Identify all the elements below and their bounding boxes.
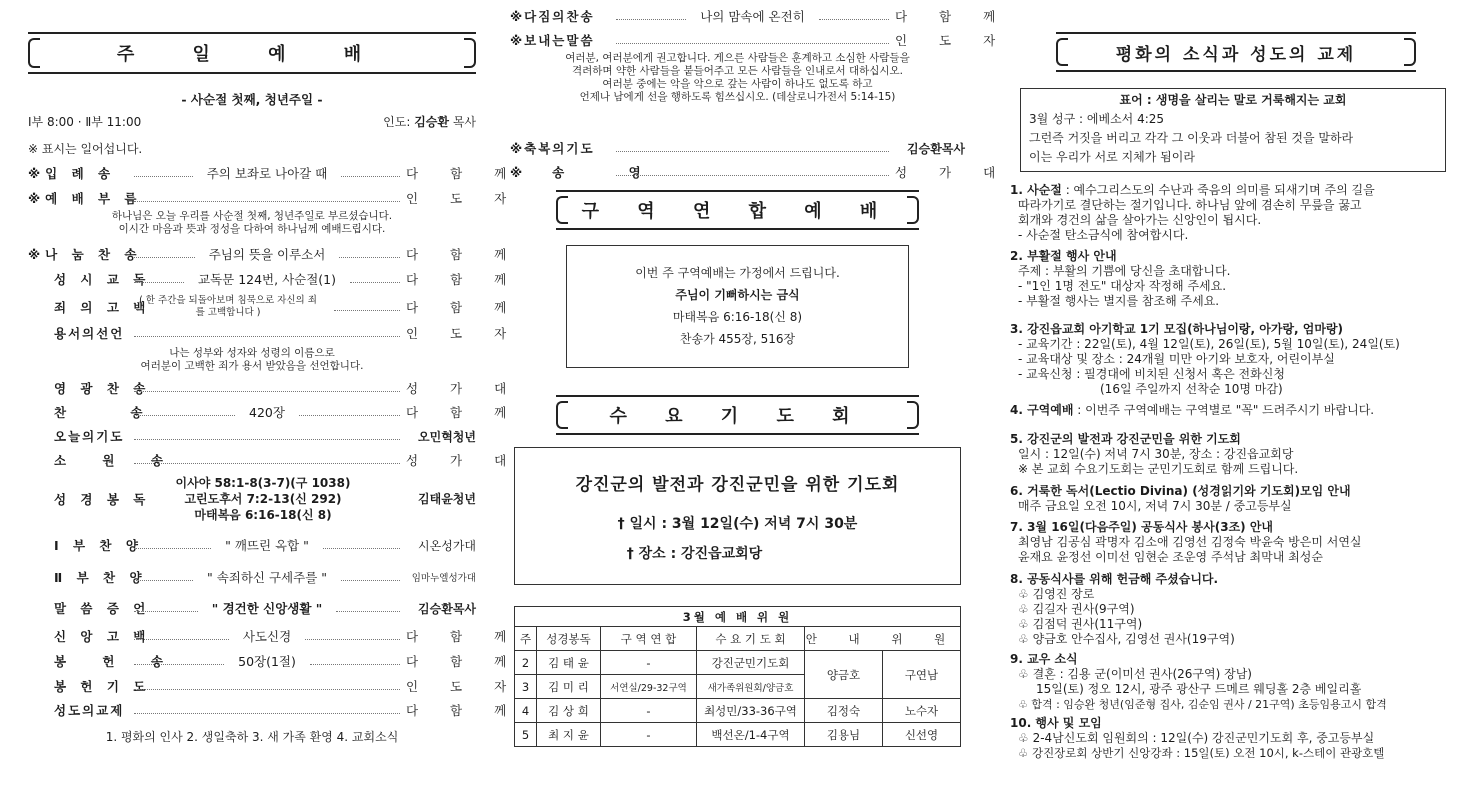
news-line: ♧ 결혼 : 김용 군(이미선 권사(26구역) 장남) — [1018, 667, 1252, 681]
news-line: ♧ 김점덕 권사(11구역) — [1018, 617, 1143, 631]
item-person: 다 함 께 — [406, 247, 521, 262]
item-label: ※보내는말씀 — [510, 33, 595, 48]
item-content: 50장(1절) — [238, 654, 296, 669]
news-line: - 사순절 탄소금식에 참여합시다. — [1018, 228, 1189, 242]
order-item — [28, 426, 476, 446]
dot-leader — [334, 310, 400, 311]
dot-leader — [616, 43, 889, 44]
item-label: ※다짐의찬송 — [510, 9, 595, 24]
item-person: 임마누엘성가대 — [411, 573, 476, 584]
usher-cell: 양금호 — [805, 651, 883, 699]
usher-cell: 김정숙 — [805, 699, 883, 723]
item-person: 다 함 께 — [406, 703, 521, 718]
dot-leader — [134, 282, 184, 283]
item-person: 다 함 께 — [406, 405, 521, 420]
item-label: 죄 의 고 백 — [54, 300, 151, 315]
dot-leader — [336, 611, 400, 612]
dot-leader — [134, 463, 400, 464]
news-line: ♧ 합격 : 임승완 청년(임준형 집사, 김순임 권사 / 21구역) 초등임용고시 합격 — [1018, 698, 1387, 711]
table-cell: 서연실/29-32구역 — [601, 675, 697, 699]
news-item — [1010, 432, 1450, 477]
news-line: 일시 : 12일(수) 저녁 7시 30분, 장소 : 강진읍교회당 — [1018, 447, 1294, 461]
news-line: 매주 금요일 오전 10시, 저녁 7시 30분 / 중고등부실 — [1018, 499, 1292, 513]
dot-leader — [134, 664, 224, 665]
district-line: 찬송가 455장, 516장 — [679, 332, 796, 346]
item-person: 성 가 대 — [406, 381, 521, 396]
banner-title: 구 역 연 합 예 배 — [581, 201, 894, 222]
usher-cell: 구연남 — [883, 651, 961, 699]
prayer-time: † 일시 : 3월 12일(수) 저녁 7시 30분 — [617, 516, 858, 532]
table-row — [515, 723, 961, 747]
dot-leader — [339, 257, 400, 258]
stand-note: ※ 표시는 일어섭니다. — [28, 142, 143, 156]
banner-title: 주 일 예 배 — [116, 44, 388, 65]
leader-line — [383, 113, 476, 130]
item-content: ( 한 주간을 되돌아보며 침묵으로 자신의 죄를 고백합니다 ) — [139, 295, 317, 318]
news-item — [1010, 249, 1450, 309]
leader-name: 김승환 — [414, 115, 449, 129]
scripture-readings — [158, 475, 368, 523]
call-text — [28, 210, 476, 236]
news-line: ♧ 양금호 안수집사, 김영선 권사(19구역) — [1018, 632, 1235, 646]
item-label: Ⅱ 부 찬 양 — [54, 570, 147, 585]
sending-line: 격려하며 약한 사람들을 붙들어주고 모든 사람들을 인내로서 대하십시오. — [572, 65, 903, 77]
order-item — [28, 188, 521, 208]
item-label: Ⅰ 부 찬 양 — [54, 538, 143, 553]
item-content: 나의 맘속에 온전히 — [700, 9, 805, 24]
item-person: 인 도 자 — [895, 33, 1010, 48]
item-person: 성 가 대 — [406, 453, 521, 468]
order-item — [28, 244, 521, 264]
news-heading: 4. 구역예배 — [1010, 403, 1074, 417]
dot-leader — [134, 713, 400, 714]
order-item — [28, 651, 521, 671]
dot-leader — [134, 548, 211, 549]
scripture-line: 고린도후서 7:2-13(신 292) — [184, 492, 342, 506]
table-header: 안 내 위 원 — [805, 627, 961, 651]
order-item — [28, 626, 521, 646]
order-item — [510, 138, 965, 158]
news-line: - 교육기간 : 22일(토), 4월 12일(토), 26일(토), 5월 10일(토), 24일(토) — [1018, 337, 1400, 351]
order-item — [28, 163, 521, 183]
wednesday-prayer-box — [514, 447, 961, 585]
table-cell: 강진군민기도회 — [697, 651, 805, 675]
scripture-line: 이사야 58:1-8(3-7)(구 1038) — [175, 476, 351, 490]
news-item — [1010, 716, 1450, 761]
table-cell: 새가족위원회/양금호 — [697, 675, 805, 699]
leader-title: 목사 — [452, 115, 476, 129]
item-person: 다 함 께 — [406, 166, 521, 181]
sunday-worship-banner — [28, 32, 476, 74]
item-person: 다 함 께 — [406, 654, 521, 669]
table-cell: 김 상 희 — [537, 699, 601, 723]
item-label: 소 원 송 — [54, 453, 179, 468]
banner-title: 평화의 소식과 성도의 교제 — [1115, 44, 1357, 65]
table-cell: 김 미 리 — [537, 675, 601, 699]
item-content: 사도신경 — [242, 629, 292, 644]
dot-leader — [341, 580, 400, 581]
news-line: ♧ 김영진 장로 — [1018, 587, 1095, 601]
news-line: ♧ 김길자 권사(9구역) — [1018, 602, 1135, 616]
news-line: - 교육대상 및 장소 : 24개월 미만 아기와 보호자, 어린이부실 — [1018, 352, 1335, 366]
item-person: 다 함 께 — [406, 629, 521, 644]
table-cell: - — [601, 651, 697, 675]
order-item — [510, 30, 1010, 50]
item-content: 주의 보좌로 나아갈 때 — [206, 166, 328, 181]
news-line: 최영남 김공심 곽명자 김소애 김영선 김정숙 박윤숙 방은미 서연실 — [1018, 535, 1362, 549]
news-line: ♧ 2-4남신도회 임원회의 : 12일(수) 강진군민기도회 후, 중고등부실 — [1018, 731, 1375, 745]
news-line: ♧ 강진장로회 상반기 신앙강좌 : 15일(토) 오전 10시, k-스테이 관광호텔 — [1018, 746, 1385, 760]
table-cell: 4 — [515, 699, 537, 723]
item-content: " 속죄하신 구세주를 " — [206, 570, 328, 585]
news-line: 따라가기로 결단하는 절기입니다. 하나님 앞에 겸손히 무릎을 꿇고 — [1018, 198, 1362, 212]
item-label: 영 광 찬 송 — [54, 381, 151, 396]
motto: 표어 : 생명을 살리는 말로 거룩해지는 교회 — [1119, 93, 1347, 107]
dot-leader — [134, 611, 198, 612]
news-banner — [1056, 32, 1416, 72]
district-line: 이번 주 구역예배는 가정에서 드립니다. — [635, 266, 840, 280]
verse-reference: 3월 성구 : 에베소서 4:25 — [1029, 112, 1165, 126]
news-line: : 예수그리스도의 수난과 죽음의 의미를 되새기며 주의 길을 — [1065, 183, 1375, 197]
order-item — [28, 567, 476, 587]
news-line: 회개와 경건의 삶을 살아가는 신앙인이 됩시다. — [1018, 213, 1262, 227]
item-label: ※예 배 부 름 — [28, 191, 142, 206]
news-heading: 1. 사순절 — [1010, 183, 1062, 197]
table-cell: 5 — [515, 723, 537, 747]
item-label: 찬 송 — [54, 405, 173, 420]
item-person: 인 도 자 — [406, 191, 521, 206]
item-content: 교독문 124번, 사순절(1) — [198, 272, 337, 287]
dot-leader — [819, 19, 889, 20]
item-label: ※나 눔 찬 송 — [28, 247, 142, 262]
news-heading: 10. 행사 및 모임 — [1010, 716, 1102, 730]
sending-word — [510, 52, 965, 104]
item-label: 성 시 교 독 — [54, 272, 151, 287]
dot-leader — [305, 639, 400, 640]
news-heading: 2. 부활절 행사 안내 — [1010, 249, 1117, 263]
order-item — [28, 323, 521, 343]
news-line: (16일 주일까지 선착순 10명 마감) — [1100, 382, 1283, 396]
scripture-reader: 김태윤청년 — [418, 492, 476, 506]
news-item — [1010, 572, 1450, 647]
order-item — [510, 162, 1010, 182]
worship-order-column — [28, 0, 521, 786]
item-content: " 깨뜨린 옥합 " — [225, 538, 309, 553]
order-item — [510, 6, 1010, 26]
dot-leader — [616, 19, 686, 20]
scripture-line: 마태복음 6:16-18(신 8) — [194, 508, 332, 522]
dot-leader — [310, 664, 400, 665]
news-heading: 3. 강진읍교회 아기학교 1기 모집(하나님이랑, 아가랑, 엄마랑) — [1010, 322, 1344, 336]
news-heading: 7. 3월 16일(다음주일) 공동식사 봉사(3조) 안내 — [1010, 520, 1274, 534]
dot-leader — [134, 336, 400, 337]
order-item — [28, 402, 521, 422]
district-line: 마태복음 6:16-18(신 8) — [672, 310, 803, 324]
dot-leader — [134, 201, 400, 202]
dot-leader — [350, 282, 400, 283]
item-person: 인 도 자 — [406, 679, 521, 694]
item-content: 420장 — [249, 405, 285, 420]
item-label: 용서의선언 — [54, 326, 125, 341]
prayer-place: † 장소 : 강진읍교회당 — [626, 546, 763, 562]
usher-cell: 김용님 — [805, 723, 883, 747]
leader-label: 인도: — [383, 115, 411, 129]
table-cell: - — [601, 723, 697, 747]
item-label: ※송 영 — [510, 165, 671, 180]
worship-subtitle: - 사순절 첫째, 청년주일 - — [181, 92, 323, 107]
table-cell: 최 지 윤 — [537, 723, 601, 747]
news-line: - "1인 1명 전도" 대상자 작정해 주세요. — [1018, 279, 1227, 293]
table-cell: 3 — [515, 675, 537, 699]
item-content: 주님의 뜻을 이루소서 — [208, 247, 326, 262]
pardon-line: 나는 성부와 성자와 성령의 이름으로 — [169, 347, 335, 359]
news-item — [1010, 403, 1450, 418]
item-label: 신 앙 고 백 — [54, 629, 151, 644]
order-item — [28, 535, 476, 555]
news-item — [1010, 652, 1450, 712]
dot-leader — [134, 689, 400, 690]
table-cell: 최성민/33-36구역 — [697, 699, 805, 723]
pardon-text — [28, 347, 476, 373]
dot-leader — [134, 176, 193, 177]
sending-line: 여러분, 여러분에게 권고합니다. 게으른 사람들은 훈계하고 소심한 사람들을 — [565, 52, 910, 64]
item-label: 성도의교제 — [54, 703, 125, 718]
table-title: 3월 예 배 위 원 — [515, 607, 961, 627]
item-person: 다 함 께 — [895, 9, 1010, 24]
news-item — [1010, 520, 1450, 565]
call-line: 이시간 마음과 뜻과 정성을 다하여 하나님께 예배드립시다. — [118, 223, 386, 235]
item-person: 김승환목사 — [907, 141, 965, 156]
order-item — [28, 294, 521, 320]
news-item — [1010, 183, 1450, 243]
verse-line: 이는 우리가 서로 지체가 됨이라 — [1029, 150, 1195, 164]
item-label: 봉 헌 기 도 — [54, 679, 151, 694]
verse-line: 그런즉 거짓을 버리고 각각 그 이웃과 더불어 참된 것을 말하라 — [1029, 131, 1354, 145]
news-line: : 이번주 구역예배는 구역별로 "꼭" 드려주시기 바랍니다. — [1077, 403, 1375, 417]
item-label: 오늘의기도 — [54, 429, 125, 444]
item-person: 다 함 께 — [406, 300, 521, 315]
scripture-label: 성 경 봉 독 — [54, 492, 151, 507]
dot-leader — [323, 548, 400, 549]
dot-leader — [134, 391, 400, 392]
prayer-title: 강진군의 발전과 강진군민을 위한 기도회 — [575, 475, 900, 495]
table-header-row — [515, 627, 961, 651]
dot-leader — [616, 151, 889, 152]
dot-leader — [134, 415, 235, 416]
dot-leader — [134, 580, 193, 581]
call-line: 하나님은 오늘 우리를 사순절 첫째, 청년주일로 부르셨습니다. — [111, 210, 393, 222]
news-line: - 교육신청 : 필경대에 비치된 신청서 혹은 전화신청 — [1018, 367, 1285, 381]
dot-leader — [134, 257, 195, 258]
item-person: 오민혁청년 — [418, 429, 476, 444]
item-label: ※입 례 송 — [28, 166, 116, 181]
news-heading: 8. 공동식사를 위해 헌금해 주셨습니다. — [1010, 572, 1219, 586]
order-item — [28, 700, 521, 720]
motto-box — [1020, 88, 1446, 172]
dot-leader — [341, 176, 400, 177]
table-header: 구 역 연 합 — [601, 627, 697, 651]
pardon-line: 여러분이 고백한 죄가 용서 받았음을 선언합니다. — [140, 360, 364, 372]
dot-leader — [134, 439, 400, 440]
district-worship-box — [566, 245, 909, 368]
dot-leader — [616, 175, 889, 176]
worship-continued-column — [510, 0, 1010, 786]
banner-title: 수 요 기 도 회 — [609, 406, 866, 427]
item-label: 봉 헌 송 — [54, 654, 179, 669]
news-line: 주제 : 부활의 기쁨에 당신을 초대합니다. — [1018, 264, 1231, 278]
worship-committee-table — [514, 606, 961, 747]
dot-leader — [134, 639, 229, 640]
order-item — [28, 450, 521, 470]
table-row — [515, 699, 961, 723]
table-cell: 2 — [515, 651, 537, 675]
item-person: 다 함 께 — [406, 272, 521, 287]
order-item — [28, 598, 476, 618]
table-cell: 김 태 윤 — [537, 651, 601, 675]
news-heading: 6. 거룩한 독서(Lectio Divina) (성경읽기와 기도회)모임 안내 — [1010, 484, 1351, 498]
news-line: - 부활절 행사는 별지를 참조해 주세요. — [1018, 294, 1220, 308]
order-item — [28, 676, 521, 696]
usher-cell: 신선영 — [883, 723, 961, 747]
news-heading: 9. 교우 소식 — [1010, 652, 1078, 666]
wednesday-prayer-banner — [556, 395, 919, 435]
fellowship-list: 1. 평화의 인사 2. 생일축하 3. 새 가족 환영 4. 교회소식 — [105, 730, 399, 744]
item-person: 김승환목사 — [418, 601, 477, 616]
dot-leader — [299, 415, 400, 416]
news-item — [1010, 484, 1450, 514]
table-header: 수 요 기 도 회 — [697, 627, 805, 651]
order-item — [28, 269, 521, 289]
district-line: 주님이 기뻐하시는 금식 — [675, 288, 800, 302]
item-person: 인 도 자 — [406, 326, 521, 341]
sending-line: 언제나 남에게 선을 행하도록 힘쓰십시오. (데살로니가전서 5:14-15) — [579, 91, 896, 103]
sending-line: 여러분 중에는 악을 악으로 갚는 사람이 하나도 없도록 하고 — [602, 78, 873, 90]
item-person: 성 가 대 — [895, 165, 1010, 180]
news-item — [1010, 322, 1450, 397]
news-line: 윤재요 윤정선 이미선 임현순 조운영 주석남 최막내 최성순 — [1018, 550, 1323, 564]
district-worship-banner — [556, 190, 919, 230]
news-column — [1010, 0, 1450, 786]
usher-cell: 노수자 — [883, 699, 961, 723]
item-content: " 경건한 신앙생활 " — [211, 601, 323, 616]
news-heading: 5. 강진군의 발전과 강진군민을 위한 기도회 — [1010, 432, 1241, 446]
table-header: 주 — [515, 627, 537, 651]
service-times: Ⅰ부 8:00 · Ⅱ부 11:00 — [28, 115, 142, 129]
news-line: ※ 본 교회 수요기도회는 군민기도회로 함께 드립니다. — [1018, 462, 1299, 476]
table-header: 성경봉독 — [537, 627, 601, 651]
table-cell: 백선온/1-4구역 — [697, 723, 805, 747]
order-item — [28, 378, 521, 398]
table-row — [515, 651, 961, 675]
item-label: 말 씀 증 언 — [54, 601, 151, 616]
table-cell: - — [601, 699, 697, 723]
news-line: 15일(토) 정오 12시, 광주 광산구 드메르 웨딩홀 2층 베일리홀 — [1036, 682, 1362, 696]
item-label: ※축복의기도 — [510, 141, 595, 156]
item-person: 시온성가대 — [418, 538, 477, 553]
